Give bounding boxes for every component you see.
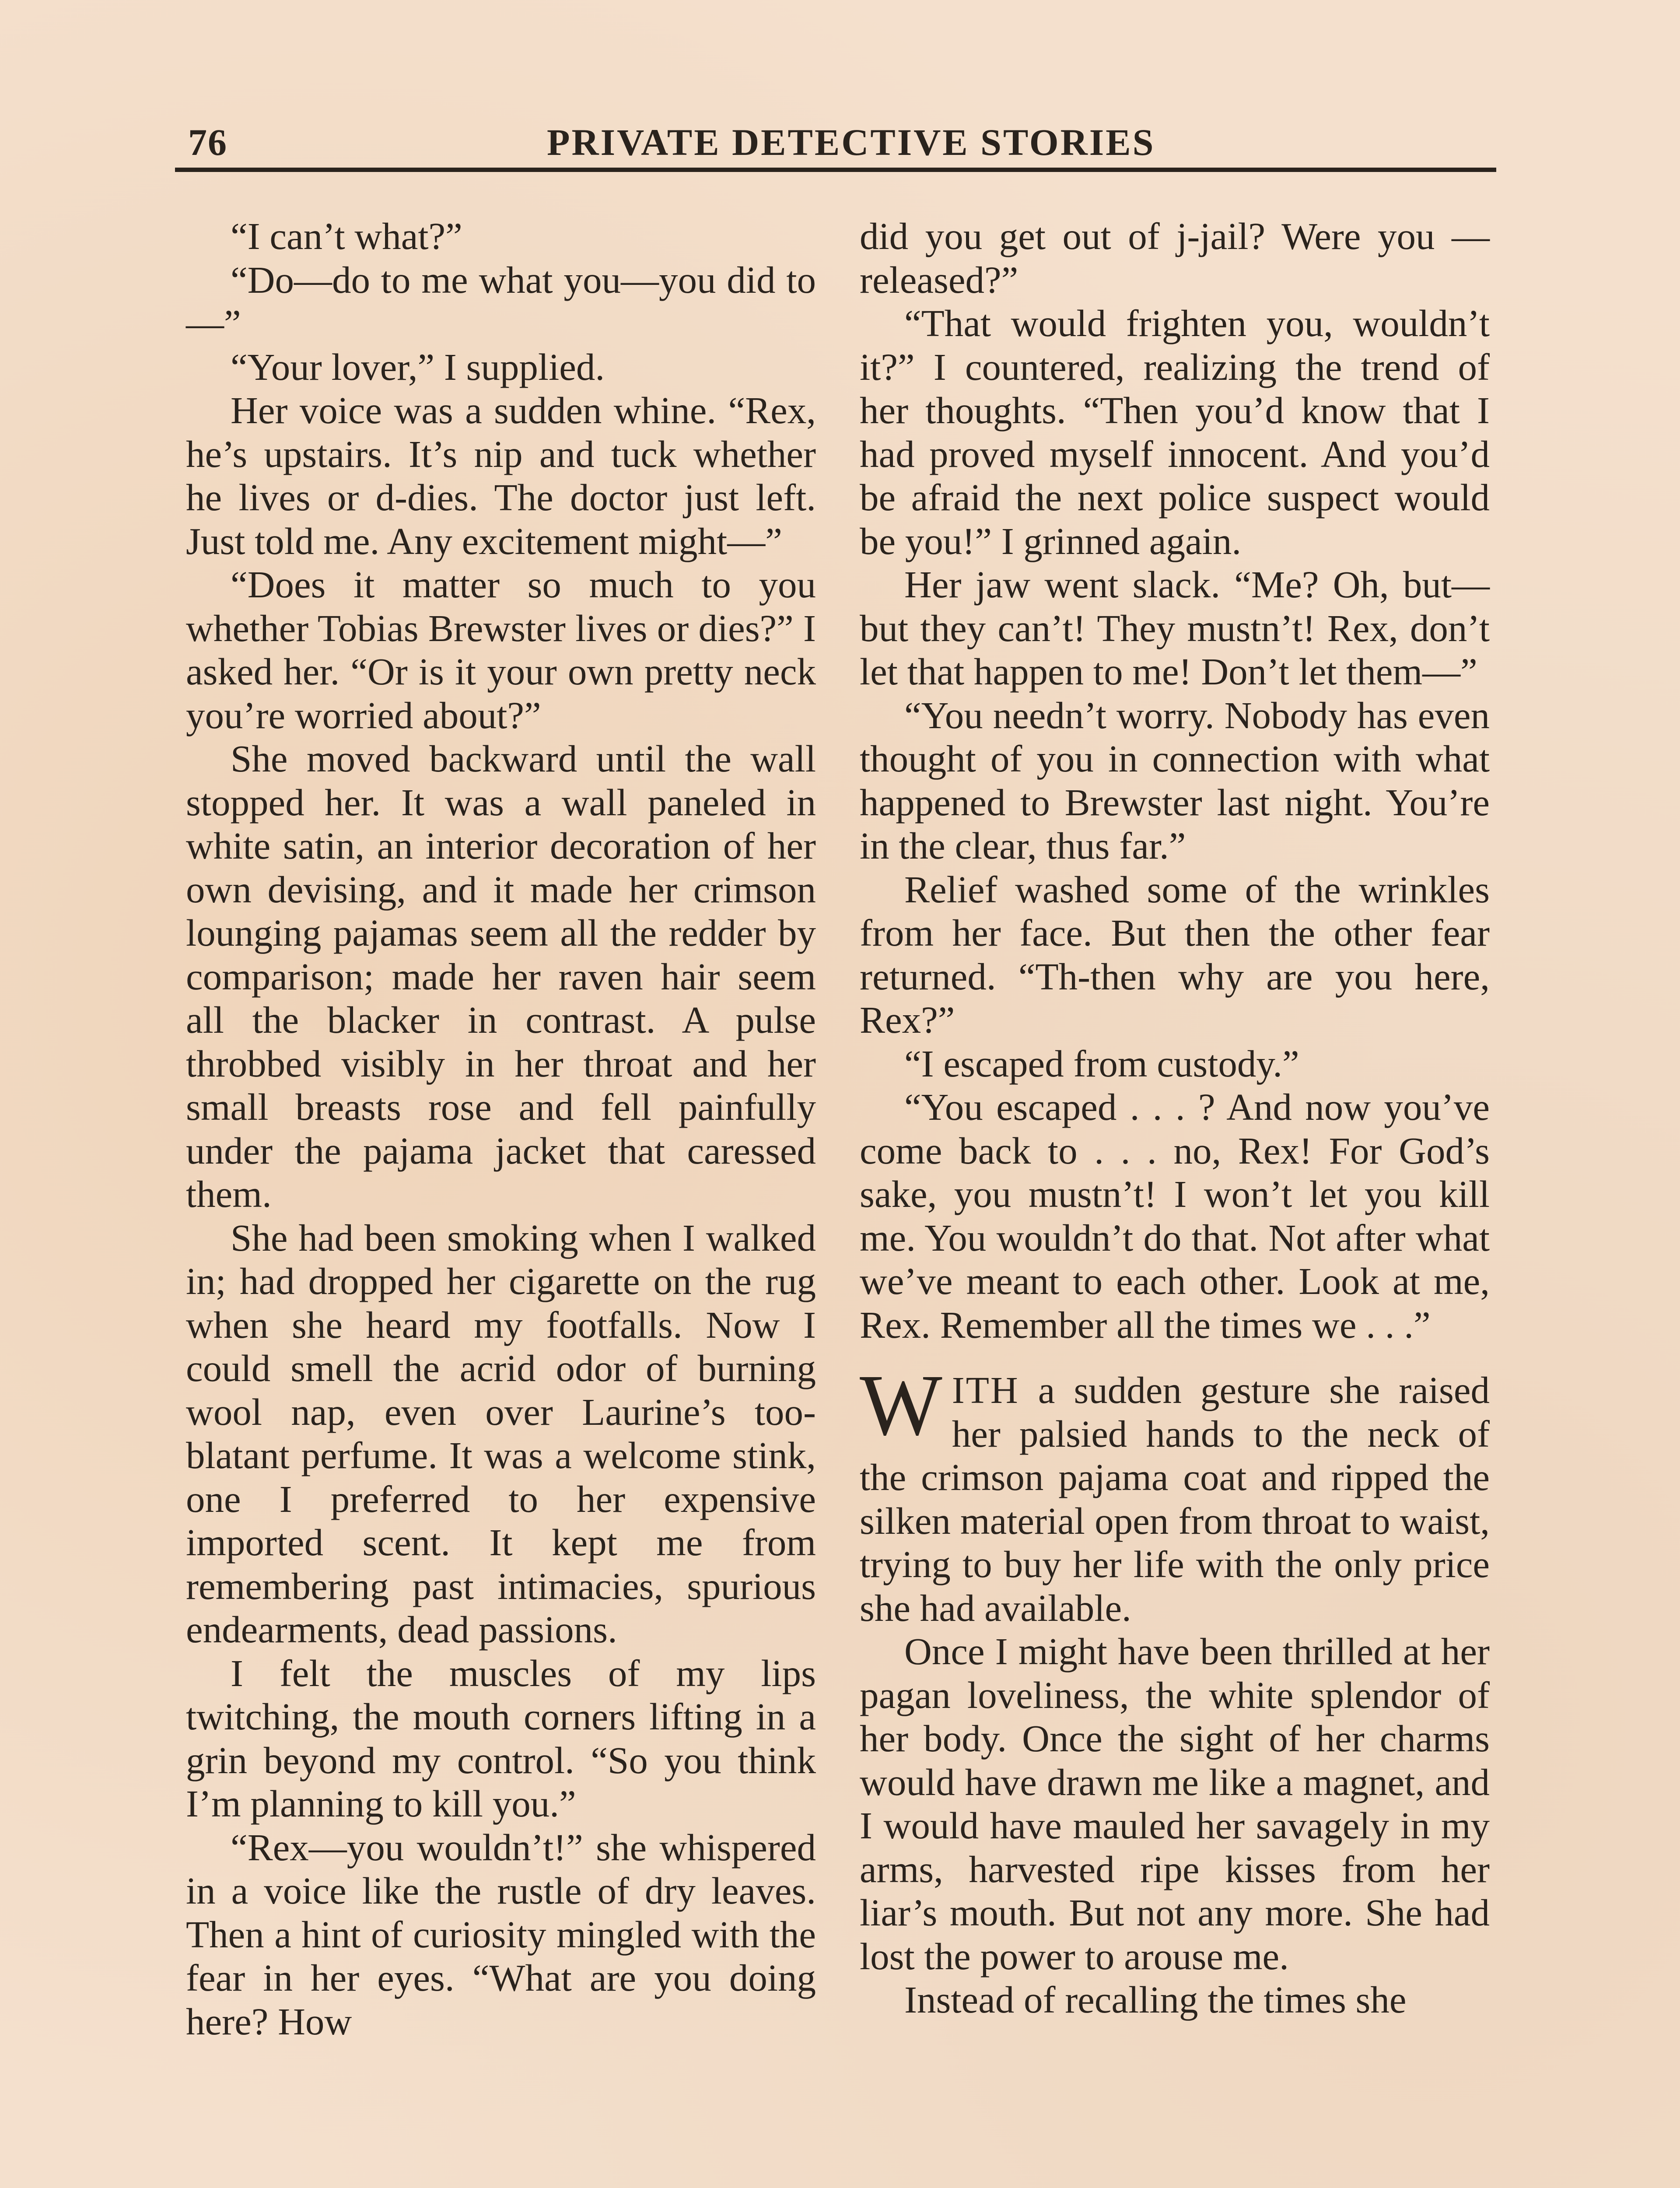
right-column: [860, 214, 1490, 2188]
dropcap-paragraph: [860, 1357, 1490, 1630]
dropcap-paragraph-text: a sudden gesture she raised her palsied hands to the neck of the crimson pajama coat and ripped the silken material open from throat to waist, trying to buy her life with the only price she had available.: [860, 1369, 1490, 1629]
paragraph: Once I might have been thrilled at her pagan loveliness, the white splendor of her body. Once the sight of her charms would have drawn me like a magnet, and I would have mauled her savagely in my arms, harvested ripe kisses from her liar’s mouth. But not any more. She had lost the power to arouse me.: [860, 1630, 1490, 1978]
paragraph: “That would frighten you, wouldn’t it?” I countered, realizing the trend of her thoughts. “Then you’d know that I had proved myself innocent. And you’d be afraid the next police suspect would be you!” I grinned again.: [860, 302, 1490, 562]
paragraph: She had been smoking when I walked in; had dropped her cigarette on the rug when she heard my footfalls. Now I could smell the acrid odor of burning wool nap, even over Laurine’s too-blatant perfume. It was a welcome stink, one I preferred to her expensive imported scent. It kept me from remembering past intimacies, spurious endearments, dead passions.: [186, 1216, 816, 1651]
drop-cap: W: [860, 1357, 942, 1454]
paragraph: I felt the muscles of my lips twitching, the mouth corners lifting in a grin beyond my control. “So you think I’m planning to kill you.”: [186, 1652, 816, 1825]
small-caps-lead: ITH: [952, 1369, 1019, 1411]
paragraph: Relief washed some of the wrinkles from her face. But then the other fear returned. “Th-then why are you here, Rex?”: [860, 868, 1490, 1041]
paragraph: “You escaped . . . ? And now you’ve come back to . . . no, Rex! For God’s sake, you mustn’t! I won’t let you kill me. You wouldn’t do that. Not after what we’ve meant to each other. Look at me, Rex. Remember all the times we . . .”: [860, 1086, 1490, 1346]
paragraph: She moved backward until the wall stopped her. It was a wall paneled in white satin, an interior decoration of her own devising, and it made her crimson lounging pajamas seem all the redder by comparison; made her raven hair seem all the blacker in contrast. A pulse throbbed visibly in her throat and her small breasts rose and fell painfully under the pajama jacket that caressed them.: [186, 737, 816, 1215]
page-number: 76: [188, 121, 228, 163]
page-header: [188, 120, 1496, 168]
paragraph: “I escaped from custody.”: [904, 1042, 1299, 1085]
continued-paragraph: did you get out of j-jail? Were you —released?”: [860, 215, 1490, 301]
header-rule: [175, 168, 1496, 172]
paragraph: Instead of recalling the times she: [904, 1978, 1407, 2021]
paragraph: “Do—do to me what you—you did to—”: [186, 258, 816, 344]
paragraph: “Your lover,” I supplied.: [231, 345, 605, 388]
paragraph: “You needn’t worry. Nobody has even thought of you in connection with what happened to Brewster last night. You’re in the clear, thus far.”: [860, 694, 1490, 867]
paragraph: “I can’t what?”: [231, 215, 462, 257]
running-head: PRIVATE DETECTIVE STORIES: [547, 121, 1155, 163]
paragraph: Her voice was a sudden whine. “Rex, he’s upstairs. It’s nip and tuck whether he lives or d-dies. The doctor just left. Just told me. Any excitement might—”: [186, 389, 816, 562]
left-column: [186, 214, 816, 2188]
paragraph: “Does it matter so much to you whether Tobias Brewster lives or dies?” I asked her. “Or is it your own pretty neck you’re worried about?”: [186, 563, 816, 736]
paragraph: Her jaw went slack. “Me? Oh, but—but they can’t! They mustn’t! Rex, don’t let that happen to me! Don’t let them—”: [860, 563, 1490, 693]
paragraph: “Rex—you wouldn’t!” she whispered in a voice like the rustle of dry leaves. Then a hint of curiosity mingled with the fear in her eyes. “What are you doing here? How: [186, 1826, 816, 2043]
